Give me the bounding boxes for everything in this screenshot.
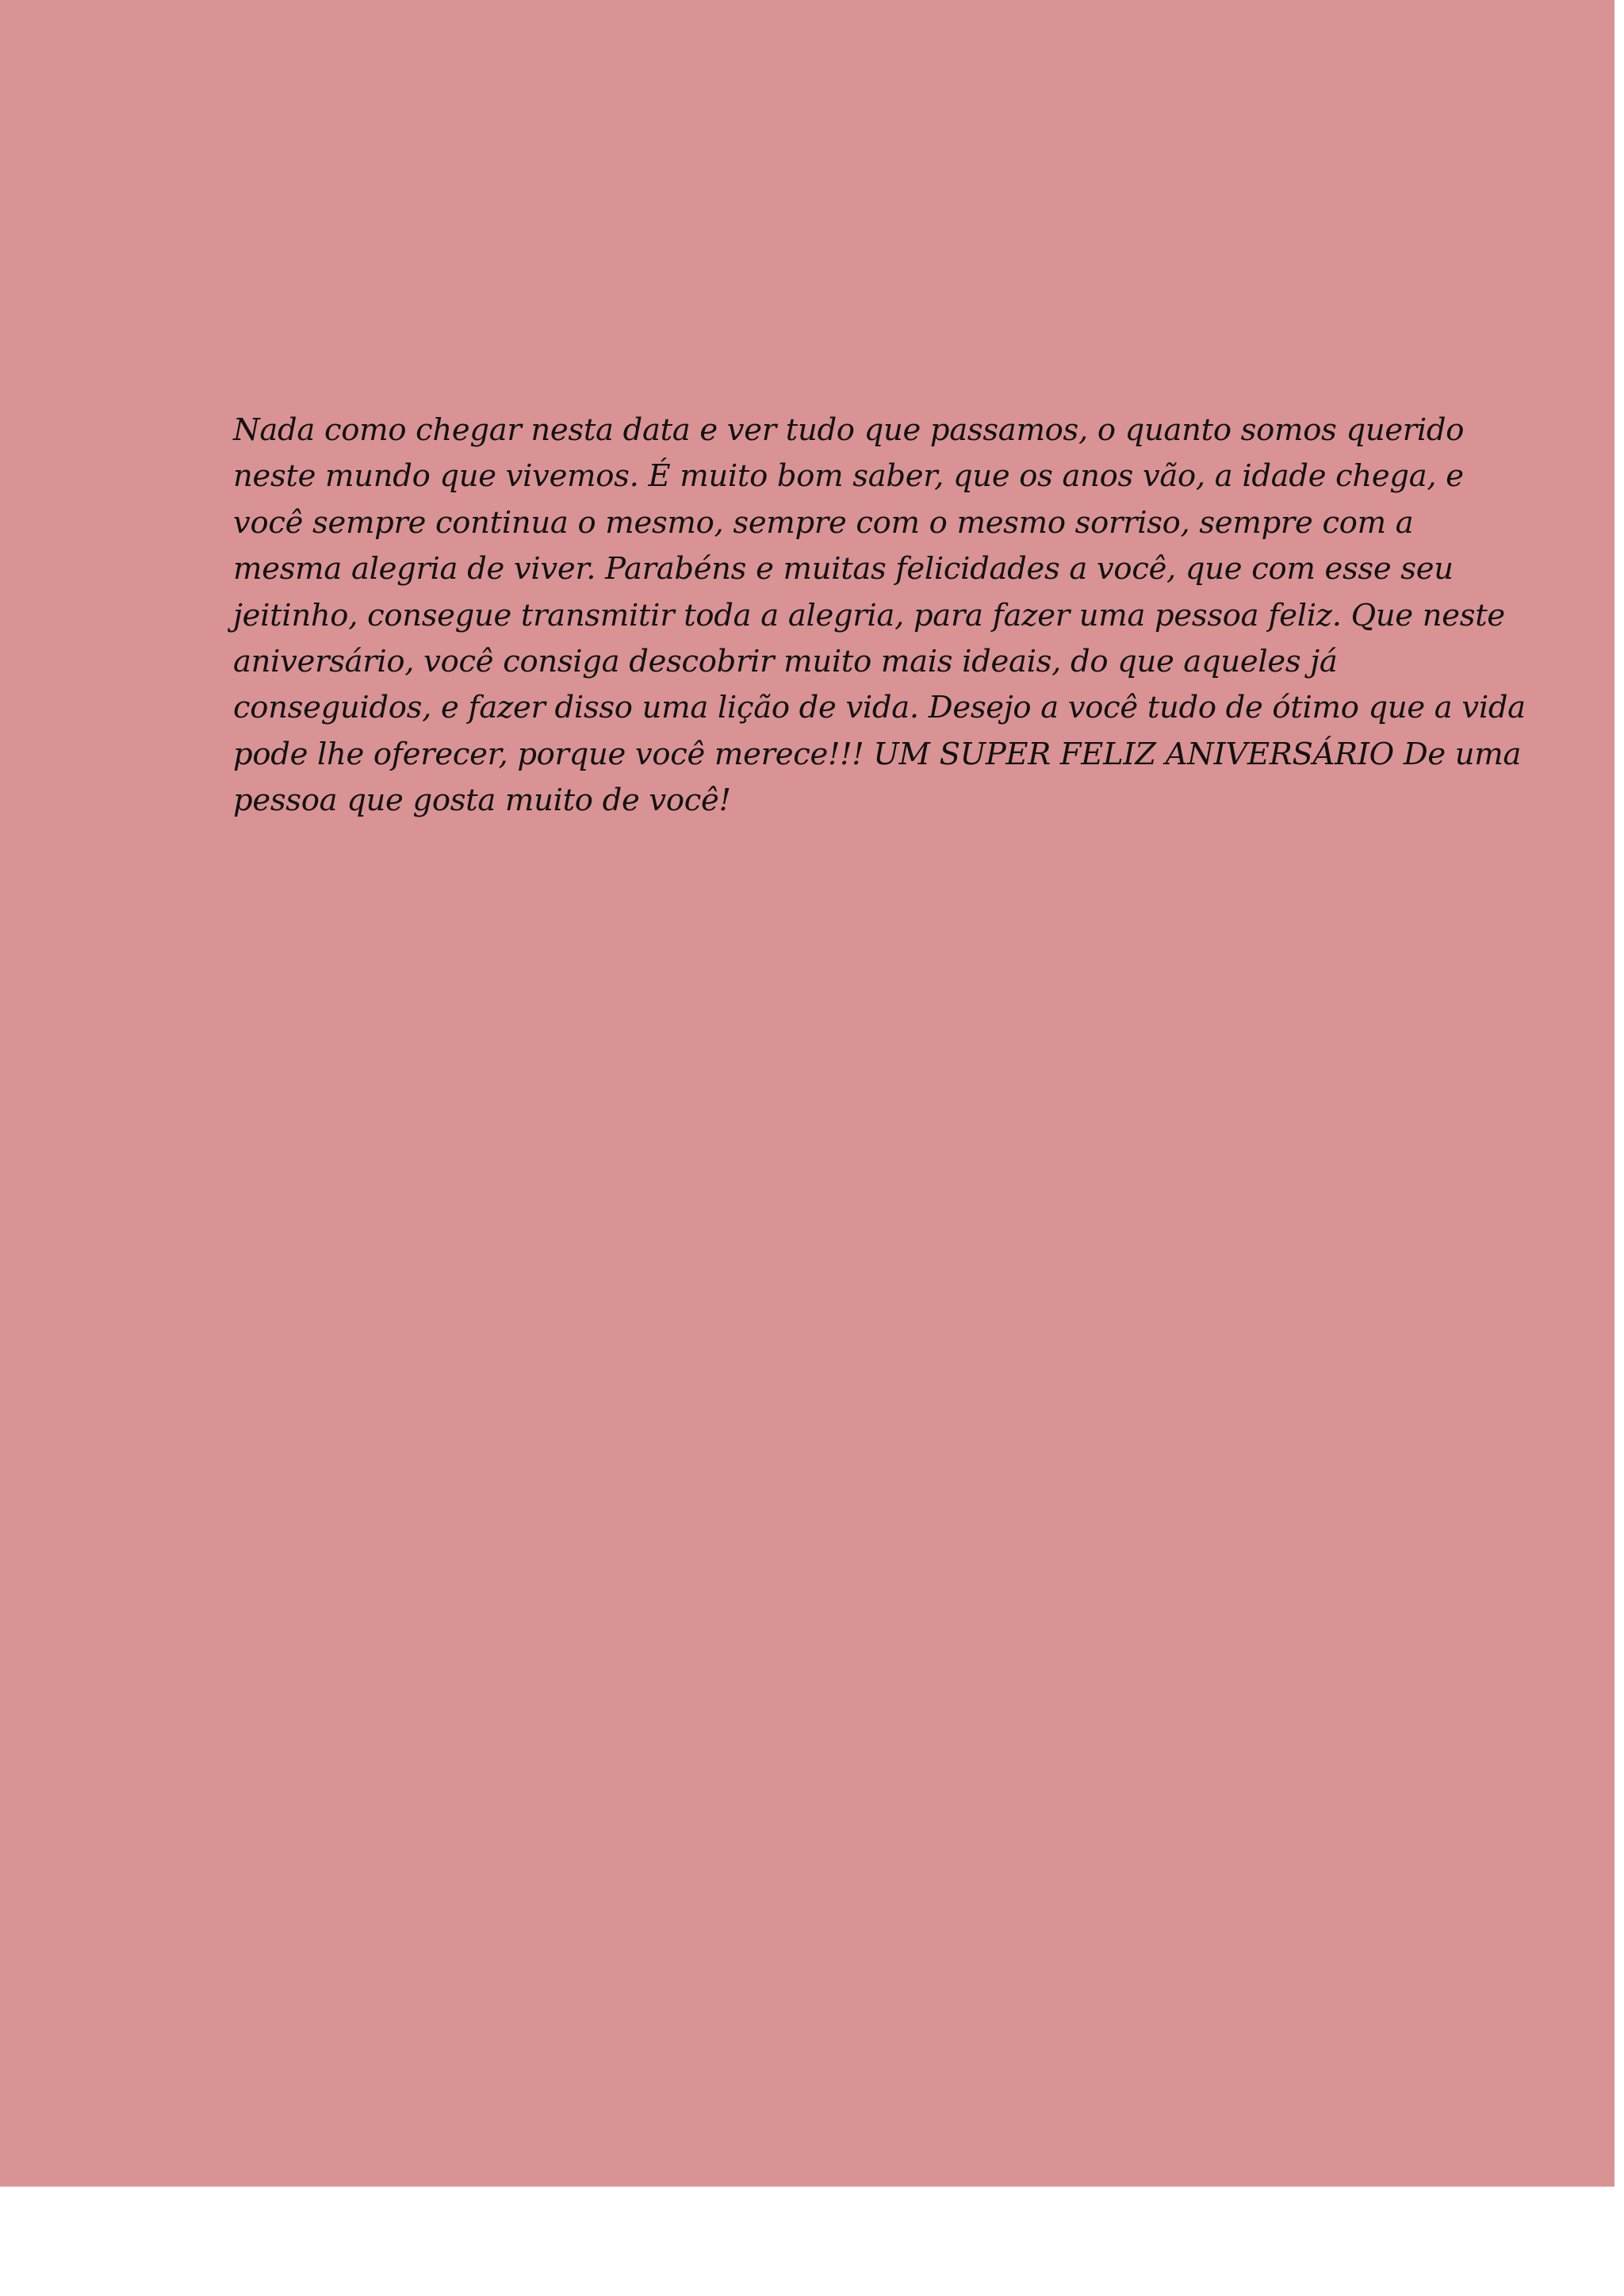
message-line: jeitinho, consegue transmitir toda a alegria, para fazer uma pessoa feliz. Que neste [233, 597, 1505, 633]
message-line: neste mundo que vivemos. É muito bom saber, que os anos vão, a idade chega, e [233, 458, 1464, 495]
message-line: pessoa que gosta muito de você! [233, 783, 731, 819]
birthday-message [233, 408, 1526, 825]
message-line: você sempre continua o mesmo, sempre com o mesmo sorriso, sempre com a [233, 504, 1414, 541]
message-line: Nada como chegar nesta data e ver tudo que passamos, o quanto somos querido [233, 412, 1465, 448]
message-line: pode lhe oferecer, porque você merece!!! UM SUPER FELIZ ANIVERSÁRIO De uma [233, 736, 1522, 772]
message-line: mesma alegria de viver. Parabéns e muitas felicidades a você, que com esse seu [233, 551, 1454, 587]
message-line: aniversário, você consiga descobrir muito mais ideais, do que aqueles já [233, 644, 1338, 680]
message-line: conseguidos, e fazer disso uma lição de vida. Desejo a você tudo de ótimo que a vida [233, 690, 1526, 726]
